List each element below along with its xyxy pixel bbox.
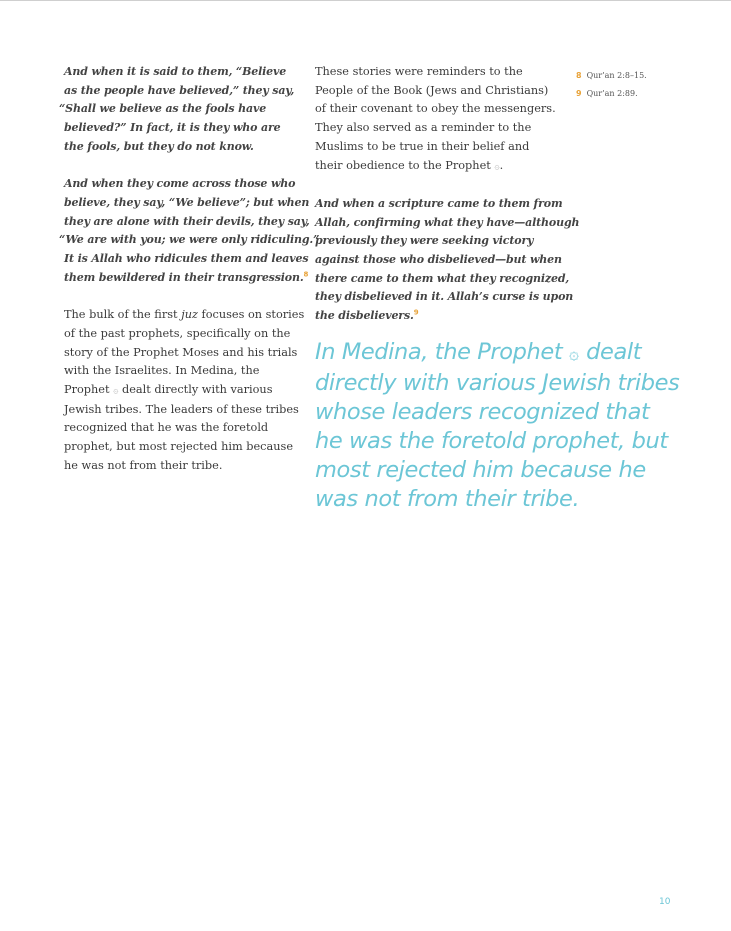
verse-line-text: them bewildered in their transgression. <box>64 270 304 284</box>
body-paragraph-2 <box>315 63 565 176</box>
paragraph-line: prophet, but most rejected him because <box>64 440 294 454</box>
page-top-rule <box>0 0 731 1</box>
verse-line: Allah, confirming what they have—although <box>315 215 580 229</box>
paragraph-line: These stories were reminders to the <box>315 65 523 78</box>
paragraph-line <box>315 157 565 177</box>
verse-line: as the people have believed,” they say, <box>64 83 295 97</box>
footnote-item <box>576 67 726 85</box>
pull-quote-line: directly with various Jewish tribes <box>315 370 680 396</box>
paragraph-text: dealt directly with various <box>118 382 273 396</box>
verse-line: previously they were seeking victory <box>315 234 534 248</box>
verse-line: they are alone with their devils, they say, <box>64 214 310 228</box>
body-paragraph-1 <box>64 306 304 475</box>
verse-line: against those who disbelieved—but when <box>315 253 562 267</box>
verse-line <box>315 307 565 326</box>
paragraph-text: Prophet <box>64 382 114 396</box>
verse-line: And when they come across those who <box>64 177 296 191</box>
footnotes-sidebar <box>576 67 726 103</box>
pull-quote-text: In Medina, the Prophet <box>315 339 570 365</box>
middle-column <box>315 63 580 326</box>
pull-quote-line: was not from their tribe. <box>315 486 580 512</box>
verse-line: “We are with you; we were only ridiculing.” <box>59 233 320 247</box>
paragraph-line: recognized that he was the foretold <box>64 421 269 435</box>
paragraph-line: with the Israelites. In Medina, the <box>64 364 260 378</box>
footnote-text: Qur’an 2:8–15. <box>586 71 647 80</box>
verse-line: “Shall we believe as the fools have <box>59 102 267 116</box>
pull-quote-line <box>315 338 715 369</box>
paragraph-line: he was not from their tribe. <box>64 458 223 472</box>
paragraph-line: They also served as a reminder to the <box>315 121 532 135</box>
verse-line: And when a scripture came to them from <box>315 196 563 210</box>
quran-verse-1 <box>59 63 304 157</box>
pull-quote-text: dealt <box>578 339 642 365</box>
honorific-icon: ۞ <box>494 161 500 172</box>
pull-quote-line: whose leaders recognized that <box>315 399 650 425</box>
footnote-text: Qur’an 2:89. <box>586 89 638 98</box>
pull-quote <box>315 338 715 514</box>
paragraph-line: of their covenant to obey the messengers. <box>315 102 556 116</box>
verse-line <box>64 269 309 288</box>
paragraph-text: The bulk of the first <box>64 308 182 322</box>
honorific-icon: ۞ <box>113 385 119 396</box>
paragraph-line: Jewish tribes. The leaders of these tribes <box>64 402 299 416</box>
paragraph-line: story of the Prophet Moses and his trials <box>64 345 298 359</box>
juz-term: juz <box>181 308 198 322</box>
verse-line: there came to them what they recognized, <box>315 271 570 285</box>
verse-line: they disbelieved in it. Allah’s curse is upon <box>315 290 574 304</box>
pull-quote-line: he was the foretold prophet, but <box>315 428 668 454</box>
verse-line-text: the disbelievers. <box>315 309 414 323</box>
paragraph-line: People of the Book (Jews and Christians) <box>315 83 549 97</box>
footnote-ref-8[interactable]: 8 <box>303 270 309 279</box>
left-column <box>59 63 320 475</box>
paragraph-line: of the past prophets, specifically on the <box>64 326 291 340</box>
verse-line: It is Allah who ridicules them and leaves <box>64 252 309 266</box>
verse-line: And when it is said to them, “Believe <box>64 65 287 78</box>
verse-line: believe, they say, “We believe”; but when <box>64 195 310 209</box>
quran-verse-3 <box>315 195 580 326</box>
pull-quote-line: most rejected him because he <box>315 457 646 483</box>
verse-line: believed?” In fact, it is they who are <box>64 121 281 135</box>
footnote-number: 9 <box>576 89 582 98</box>
quran-verse-2 <box>59 175 320 287</box>
paragraph-line: Muslims to be true in their belief and <box>315 139 530 153</box>
paragraph-text: . <box>499 158 504 172</box>
honorific-icon: ۞ <box>569 344 579 364</box>
paragraph-text: their obedience to the Prophet <box>315 158 495 172</box>
paragraph-line <box>64 306 304 325</box>
paragraph-text: focuses on stories <box>197 308 305 322</box>
footnote-number: 8 <box>576 71 582 80</box>
footnote-item <box>576 85 726 103</box>
paragraph-line <box>64 381 304 401</box>
verse-line: the fools, but they do not know. <box>64 139 254 153</box>
footnote-ref-9[interactable]: 9 <box>413 308 419 317</box>
page-number: 10 <box>659 897 671 907</box>
